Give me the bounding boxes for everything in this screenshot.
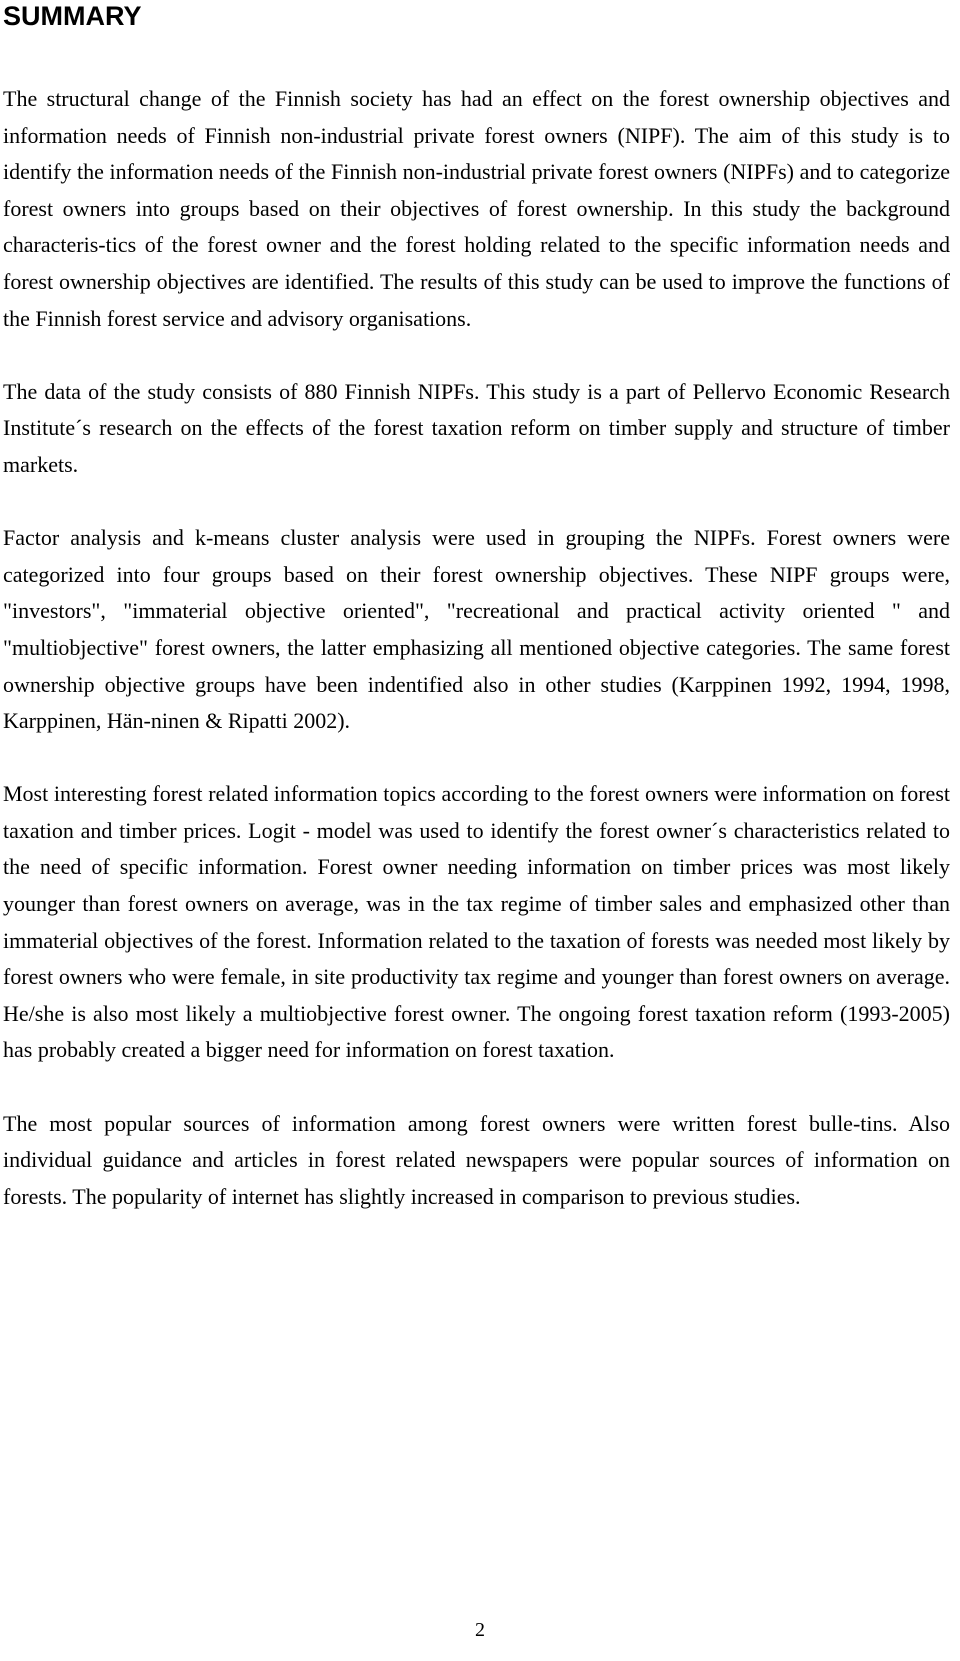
paragraph-5: The most popular sources of information among forest owners were written forest bulle-tins. Also individual guidance and articles in forest related newspapers were popular sources of information on forests. The popularity of internet has slightly increased in comparison to previous studies. [3,1110,950,1209]
paragraph-3: Factor analysis and k-means cluster analysis were used in grouping the NIPFs. Forest owners were categorized into four groups based on their forest ownership objectives. These NIPF groups were, "investors", "immaterial objective oriented", "recreational and practical activity oriented " and "multiobjective" forest owners, the latter emphasizing all mentioned objective categories. The same forest ownership objective groups have been indentified also in other studies (Karppinen 1992, 1994, 1998, Karppinen, Hän-ninen & Ripatti 2002). [3,525,950,734]
paragraph-4: Most interesting forest related information topics according to the forest owners were information on forest taxation and timber prices. Logit - model was used to identify the forest owner´s characteristics related to the need of specific information. Forest owner needing information on timber prices was most likely younger than forest owners on average, was in the tax regime of timber sales and emphasized other than immaterial objectives of the forest. Information related to the taxation of forests was needed most likely by forest owners who were female, in site productivity tax regime and younger than forest owners on average. He/she is also most likely a multiobjective forest owner. The ongoing forest taxation reform (1993-2005) has probably created a bigger need for information on forest taxation. [3,781,950,1063]
paragraph-2: The data of the study consists of 880 Finnish NIPFs. This study is a part of Pellervo Economic Research Institute´s research on the effects of the forest taxation reform on timber supply and structure of timber markets. [3,378,950,477]
paragraph-1: The structural change of the Finnish society has had an effect on the forest ownership objectives and information needs of Finnish non-industrial private forest owners (NIPF). The aim of this study is to identify the information needs of the Finnish non-industrial private forest owners (NIPFs) and to categorize forest owners into groups based on their objectives of forest ownership. In this study the background characteris-tics of the forest owner and the forest holding related to the specific information needs and forest ownership objectives are identified. The results of this study can be used to improve the functions of the Finnish forest service and advisory organisations. [3,86,950,331]
summary-body [3,81,950,1215]
page-title: SUMMARY [3,1,142,31]
page-number: 2 [475,1619,485,1641]
